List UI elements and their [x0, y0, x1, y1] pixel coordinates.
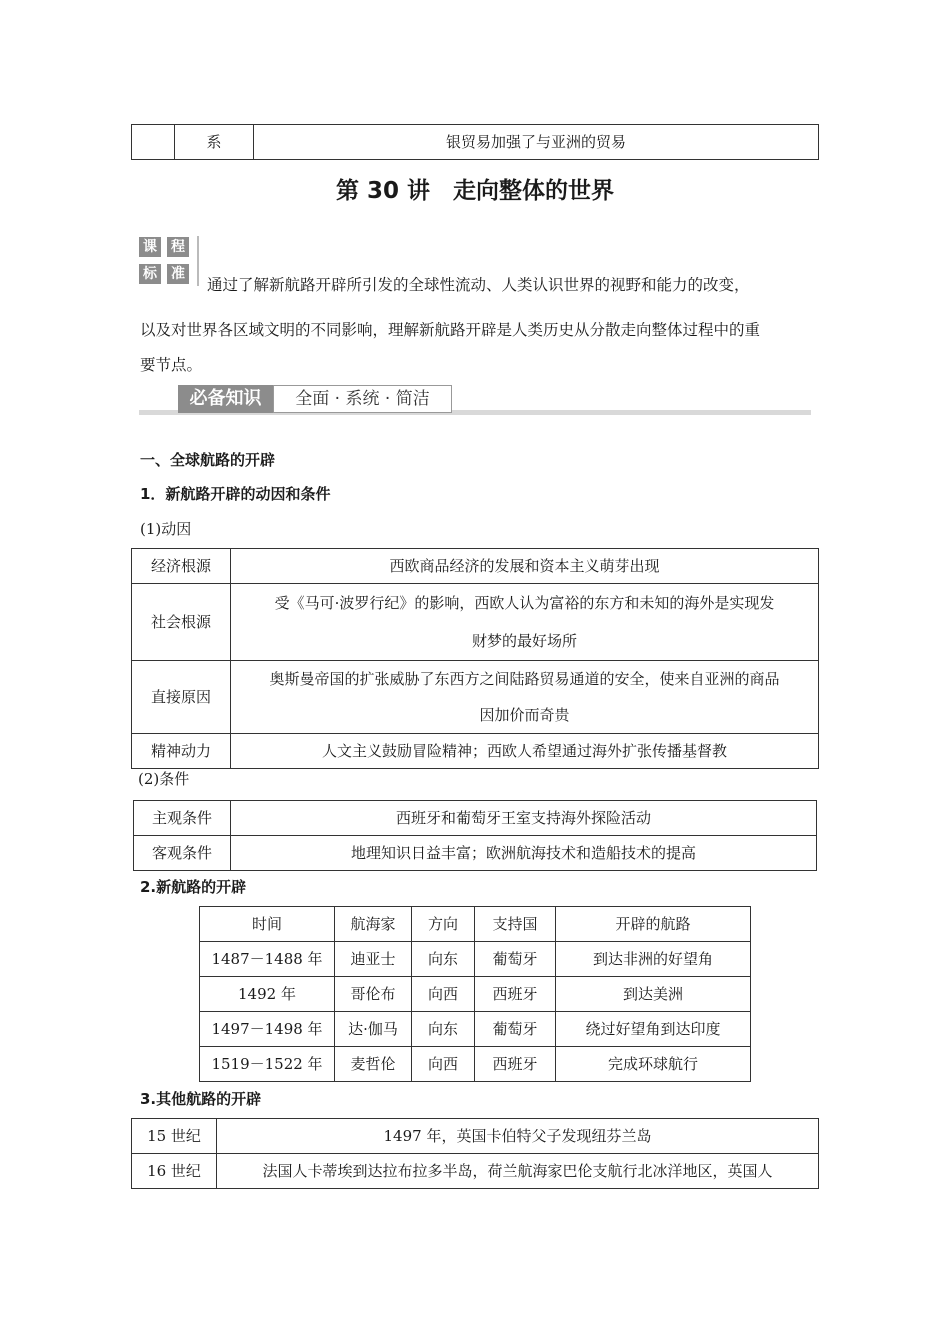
- other-key: 16 世纪: [132, 1154, 217, 1189]
- table-row: [132, 549, 819, 584]
- column-header: 支持国: [475, 907, 556, 942]
- banner-left-text: 必备知识: [189, 388, 262, 409]
- table-row: [134, 801, 817, 836]
- table-cell: 麦哲伦: [335, 1047, 412, 1082]
- subheading-3: 3.其他航路的开辟: [140, 1090, 262, 1108]
- motive-value: 人文主义鼓励冒险精神；西欧人希望通过海外扩张传播基督教: [231, 734, 819, 769]
- column-header: 时间: [200, 907, 335, 942]
- table-cell: 西班牙: [475, 1047, 556, 1082]
- table-row: [200, 1012, 751, 1047]
- condition-table: [133, 800, 817, 871]
- subheading-2: 2.新航路的开辟: [140, 878, 247, 896]
- condition-key: 客观条件: [134, 836, 231, 871]
- table-row: [132, 1154, 819, 1189]
- table-cell: 西班牙: [475, 977, 556, 1012]
- table-cell: 向东: [412, 942, 475, 977]
- table-cell: 到达非洲的好望角: [556, 942, 751, 977]
- routes-table: [199, 906, 751, 1082]
- table-cell: 葡萄牙: [475, 1012, 556, 1047]
- table-row: [200, 977, 751, 1012]
- other-key: 15 世纪: [132, 1119, 217, 1154]
- course-standard-line2: 以及对世界各区域文明的不同影响，理解新航路开辟是人类历史从分散走向整体过程中的重: [140, 321, 761, 339]
- table-cell: 绕过好望角到达印度: [556, 1012, 751, 1047]
- top-table-cell-2: 系: [175, 125, 254, 160]
- table-cell: 葡萄牙: [475, 942, 556, 977]
- section-heading-1: 一、全球航路的开辟: [140, 451, 276, 469]
- table-cell: 1492 年: [200, 977, 335, 1012]
- table-row: [132, 734, 819, 769]
- table-cell: 向西: [412, 977, 475, 1012]
- motive-value-line: 受《马可·波罗行纪》的影响，西欧人认为富裕的东方和未知的海外是实现发: [274, 594, 775, 612]
- column-header: 开辟的航路: [556, 907, 751, 942]
- course-standard-line1: 通过了解新航路开辟所引发的全球性流动、人类认识世界的视野和能力的改变，: [207, 276, 750, 294]
- column-header: 方向: [412, 907, 475, 942]
- table-cell: 向西: [412, 1047, 475, 1082]
- condition-value: 西班牙和葡萄牙王室支持海外探险活动: [231, 801, 817, 836]
- table-row: [134, 836, 817, 871]
- top-table-cell-1: [132, 125, 175, 160]
- other-routes-table: [131, 1118, 819, 1189]
- table-row: [132, 584, 819, 661]
- motive-value: [231, 584, 819, 661]
- banner-right-text: 全面 · 系统 · 简洁: [295, 389, 430, 409]
- column-header: 航海家: [335, 907, 412, 942]
- table-row: [132, 1119, 819, 1154]
- table-cell: 1497－1498 年: [200, 1012, 335, 1047]
- table-row: [200, 942, 751, 977]
- condition-label: (2)条件: [138, 770, 190, 788]
- motive-value-line: 奥斯曼帝国的扩张威胁了东西方之间陆路贸易通道的安全，使来自亚洲的商品: [269, 670, 780, 688]
- badge-divider: [197, 236, 199, 286]
- subheading-1: 1．新航路开辟的动因和条件: [140, 485, 331, 503]
- table-cell: 迪亚士: [335, 942, 412, 977]
- badge-char: 程: [167, 237, 189, 257]
- motive-value: [231, 661, 819, 734]
- condition-value: 地理知识日益丰富；欧洲航海技术和造船技术的提高: [231, 836, 817, 871]
- course-standard-line3: 要节点。: [140, 356, 203, 374]
- condition-key: 主观条件: [134, 801, 231, 836]
- table-cell: 到达美洲: [556, 977, 751, 1012]
- other-value: 法国人卡蒂埃到达拉布拉多半岛，荷兰航海家巴伦支航行北冰洋地区，英国人: [217, 1154, 819, 1189]
- table-cell: 向东: [412, 1012, 475, 1047]
- table-cell: 1519－1522 年: [200, 1047, 335, 1082]
- motive-value: 西欧商品经济的发展和资本主义萌芽出现: [231, 549, 819, 584]
- table-header-row: [200, 907, 751, 942]
- motive-table: [131, 548, 819, 769]
- motive-key: 社会根源: [132, 584, 231, 661]
- motive-label: (1)动因: [140, 520, 192, 538]
- motive-value-line: 财梦的最好场所: [471, 632, 577, 650]
- motive-value-line: 因加价而奇贵: [479, 706, 570, 724]
- table-cell: 完成环球航行: [556, 1047, 751, 1082]
- motive-key: 直接原因: [132, 661, 231, 734]
- table-cell: 达·伽马: [335, 1012, 412, 1047]
- badge-char: 课: [139, 237, 161, 257]
- table-cell: 哥伦布: [335, 977, 412, 1012]
- table-cell: 1487－1488 年: [200, 942, 335, 977]
- motive-key: 精神动力: [132, 734, 231, 769]
- top-table: [131, 124, 819, 160]
- other-value: 1497 年，英国卡伯特父子发现纽芬兰岛: [217, 1119, 819, 1154]
- table-row: [200, 1047, 751, 1082]
- badge-char: 准: [167, 264, 189, 284]
- top-table-cell-3: 银贸易加强了与亚洲的贸易: [254, 125, 819, 160]
- motive-key: 经济根源: [132, 549, 231, 584]
- badge-char: 标: [139, 264, 161, 284]
- table-row: [132, 661, 819, 734]
- page-title: 第 30 讲 走向整体的世界: [335, 178, 615, 204]
